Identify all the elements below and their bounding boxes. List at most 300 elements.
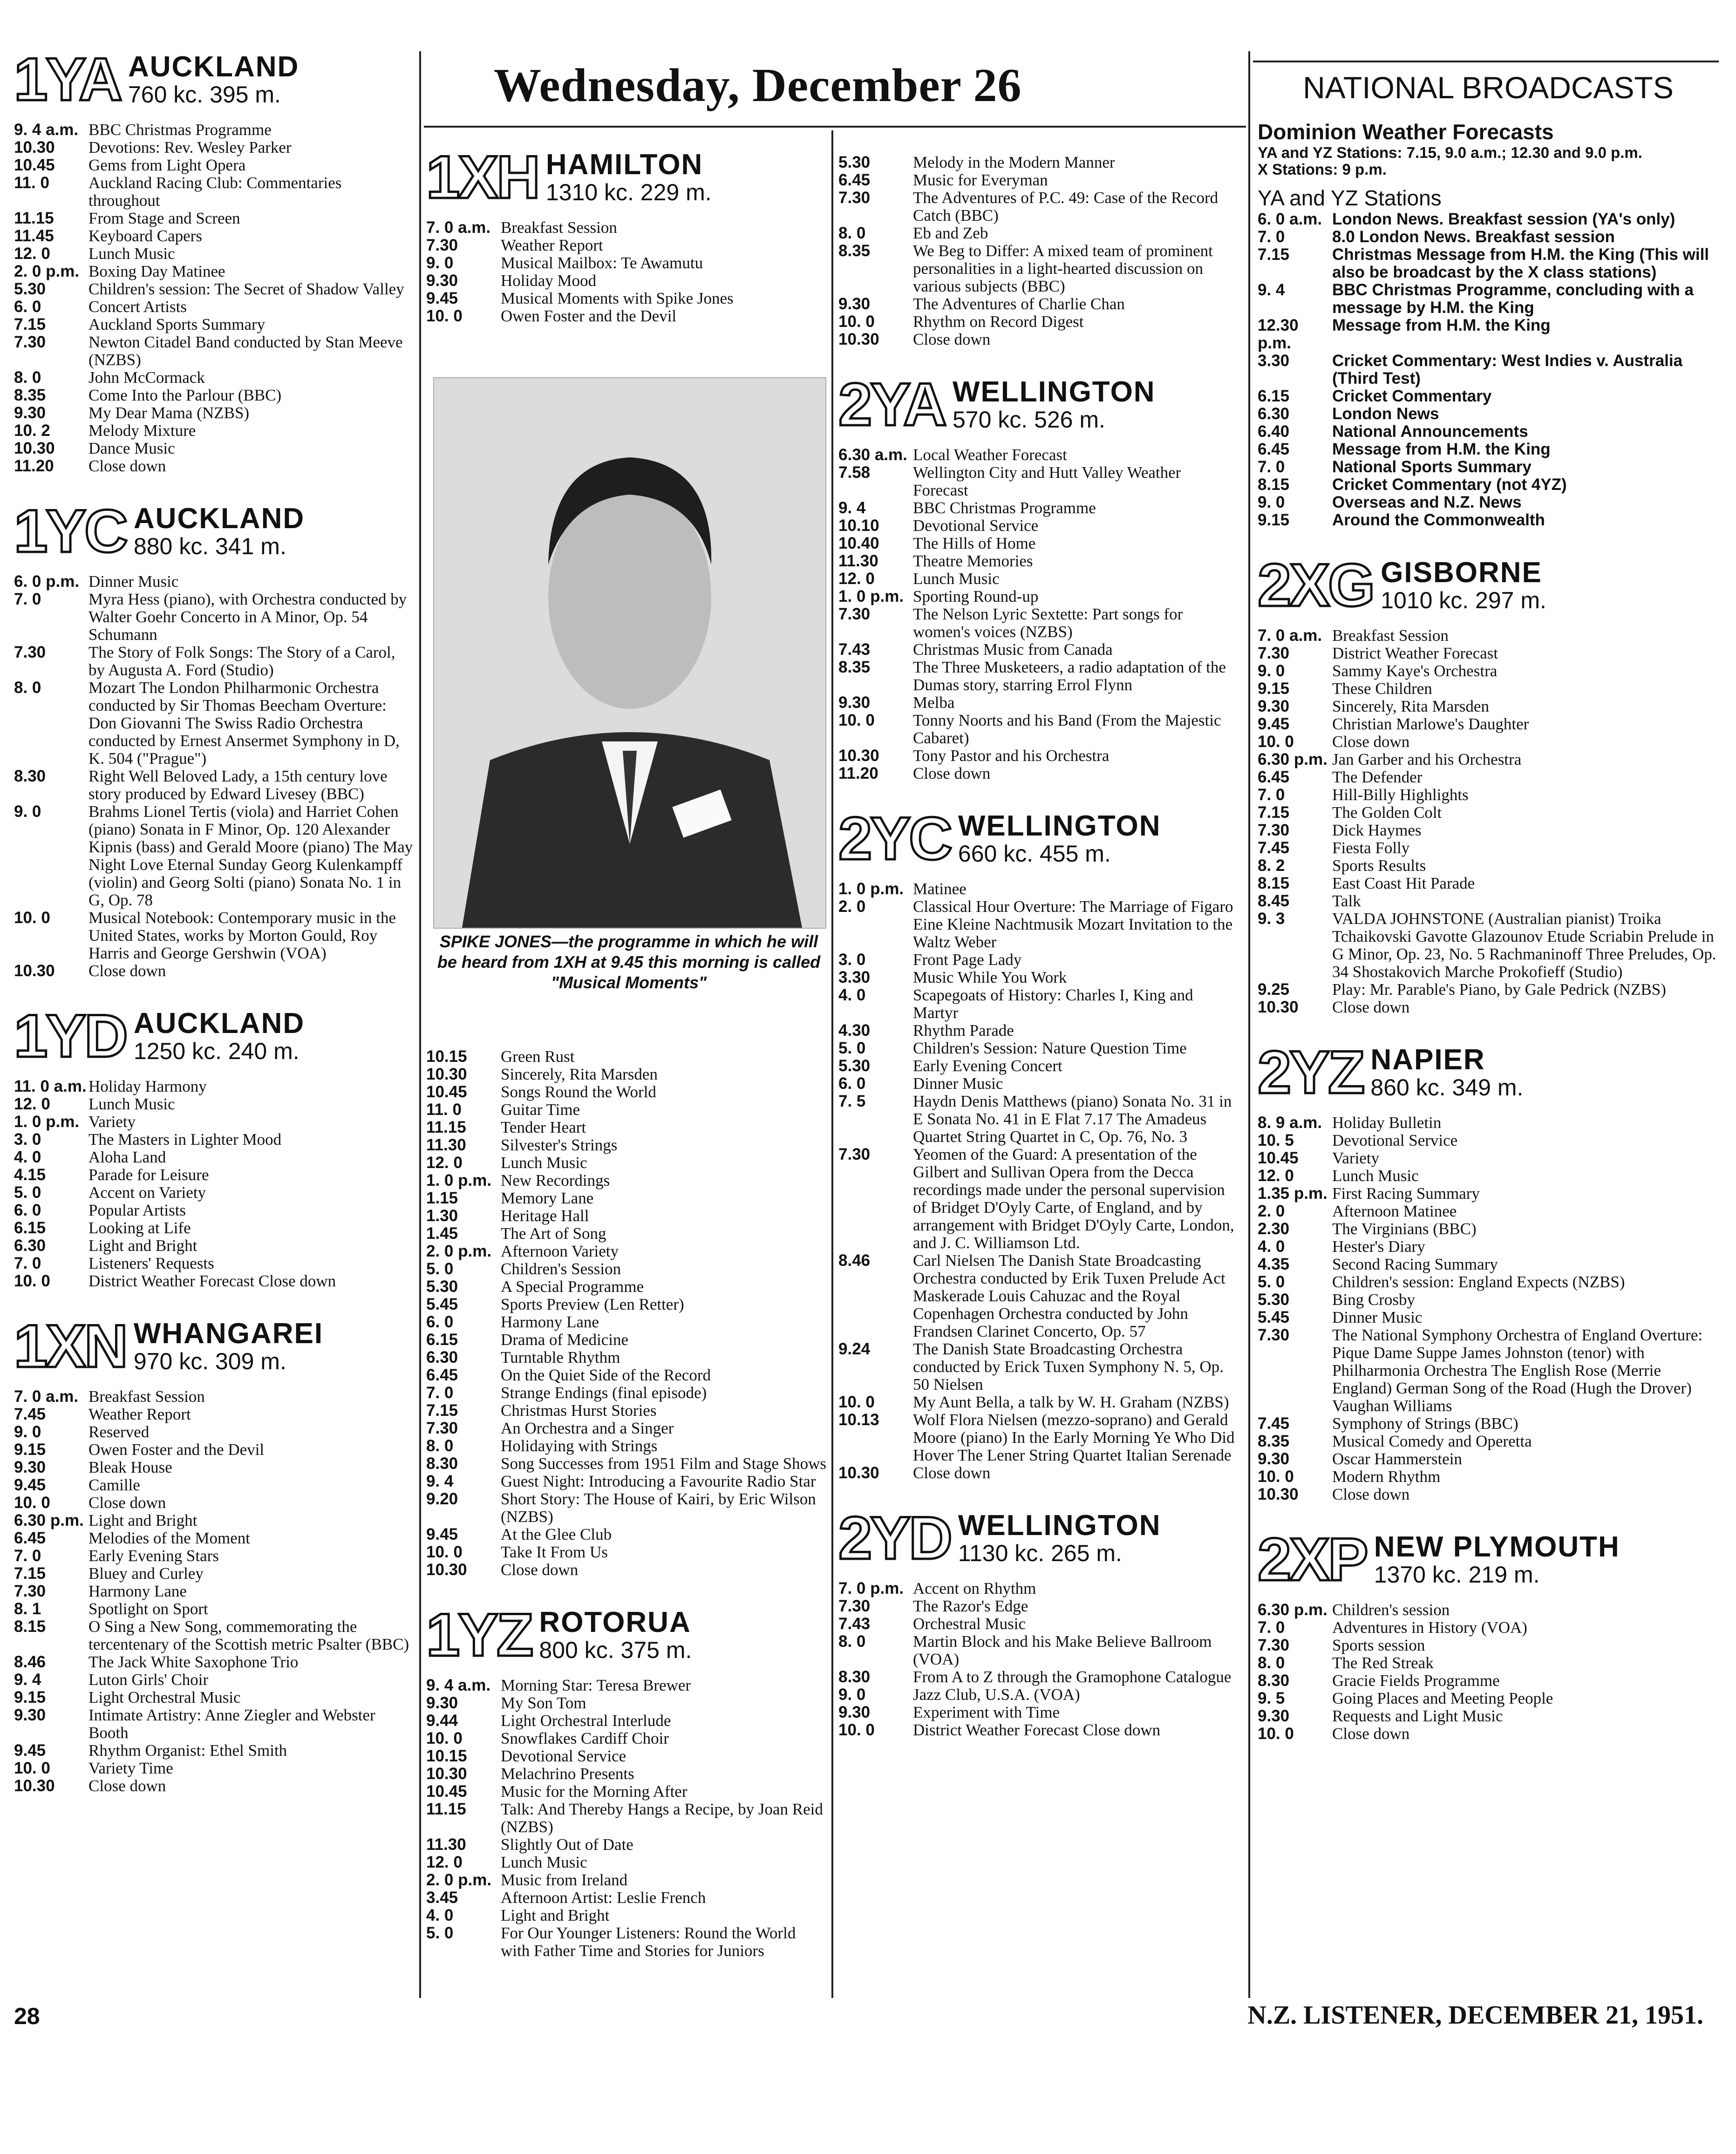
programme-row xyxy=(426,1083,827,1101)
programme-time: 6.45 xyxy=(838,171,871,189)
programme-time: 10. 2 xyxy=(14,421,50,440)
programme-time: 9.15 xyxy=(1258,511,1290,529)
programme-row xyxy=(14,1148,415,1166)
programme-row xyxy=(14,404,415,422)
spike-jones-photo xyxy=(433,377,826,929)
programme-time: 10. 0 xyxy=(838,711,875,729)
programme-row xyxy=(426,307,827,325)
programme-title: Weather Report xyxy=(501,236,603,254)
programme-title: The Jack White Saxophone Trio xyxy=(89,1653,299,1671)
programme-row xyxy=(1258,211,1719,228)
programme-row xyxy=(838,1075,1239,1093)
programme-title: Sports Preview (Len Retter) xyxy=(501,1295,684,1313)
programme-time: 11.20 xyxy=(838,764,878,782)
programme-time: 6.15 xyxy=(426,1331,458,1349)
programme-time: 9.30 xyxy=(14,1706,46,1724)
station-frequency: 970 kc. 309 m. xyxy=(133,1348,286,1374)
programme-title: Classical Hour Overture: The Marriage of Figaro Eine Kleine Nachtmusik Mozart Invitation to the Waltz Weber xyxy=(913,897,1233,951)
programme-time: 9.30 xyxy=(1258,1450,1290,1468)
programme-row xyxy=(14,227,415,245)
programme-row xyxy=(14,245,415,263)
national-broadcasts-title: NATIONAL BROADCASTS xyxy=(1303,70,1674,105)
programme-title: For Our Younger Listeners: Round the World with Father Time and Stories for Juniors xyxy=(501,1924,796,1960)
programme-title: The Defender xyxy=(1332,768,1423,786)
programme-title: Hester's Diary xyxy=(1332,1237,1425,1256)
programme-row xyxy=(838,1057,1239,1075)
portrait-illustration xyxy=(434,378,825,928)
programme-row xyxy=(1258,662,1719,680)
programme-title: Eb and Zeb xyxy=(913,224,988,242)
programme-row xyxy=(426,1854,827,1871)
programme-time: 7. 0 a.m. xyxy=(426,218,491,237)
programme-title: Cricket Commentary xyxy=(1332,387,1492,405)
programme-row xyxy=(426,1836,827,1854)
station-logo: 1XN xyxy=(14,1312,126,1380)
programme-title: Oscar Hammerstein xyxy=(1332,1450,1462,1468)
station-frequency: 760 kc. 395 m. xyxy=(128,82,281,108)
programme-title: Tender Heart xyxy=(501,1118,586,1136)
programme-title: Close down xyxy=(1332,1725,1410,1743)
station-city: WELLINGTON xyxy=(958,810,1161,842)
programme-time: 8.30 xyxy=(1258,1672,1290,1690)
schedule-1xn xyxy=(14,1388,415,1795)
programme-row xyxy=(838,1093,1239,1146)
programme-title: Slightly Out of Date xyxy=(501,1835,633,1854)
programme-title: Musical Comedy and Operetta xyxy=(1332,1432,1532,1450)
programme-time: 10.15 xyxy=(426,1747,467,1765)
programme-row xyxy=(838,1146,1239,1252)
programme-time: 11. 0 xyxy=(14,174,49,192)
programme-title: Strange Endings (final episode) xyxy=(501,1384,707,1402)
programme-row xyxy=(14,210,415,227)
programme-title: Front Page Lady xyxy=(913,951,1022,969)
programme-time: 12. 0 xyxy=(1258,1167,1294,1185)
programme-title: The Razor's Edge xyxy=(913,1597,1028,1615)
programme-row xyxy=(14,909,415,962)
programme-time: 2. 0 p.m. xyxy=(426,1242,492,1260)
programme-row xyxy=(426,1189,827,1207)
programme-time: 6.30 p.m. xyxy=(14,1511,84,1529)
programme-title: From Stage and Screen xyxy=(89,209,240,227)
programme-time: 9. 0 xyxy=(14,802,41,821)
programme-title: London News. Breakfast session (YA's only) xyxy=(1332,210,1675,228)
programme-time: 12. 0 xyxy=(838,570,875,588)
programme-title: Owen Foster and the Devil xyxy=(89,1441,265,1459)
programme-title: Christmas Hurst Stories xyxy=(501,1401,657,1420)
programme-time: 9.30 xyxy=(426,1694,458,1712)
programme-row xyxy=(1258,458,1719,476)
programme-time: 10.30 xyxy=(426,1561,467,1579)
programme-time: 10. 0 xyxy=(1258,1725,1294,1743)
programme-title: Children's session: The Secret of Shadow Valley xyxy=(89,280,404,298)
programme-row xyxy=(1258,1326,1719,1415)
schedule-2xp xyxy=(1258,1601,1719,1743)
programme-row xyxy=(426,219,827,237)
programme-row xyxy=(426,1871,827,1889)
programme-title: Owen Foster and the Devil xyxy=(501,307,677,325)
column-4 xyxy=(1258,61,1719,1743)
programme-title: My Son Tom xyxy=(501,1694,586,1712)
programme-time: 9.30 xyxy=(838,295,871,313)
programme-time: 11.15 xyxy=(426,1118,466,1136)
programme-time: 7. 0 xyxy=(1258,786,1285,804)
programme-row xyxy=(1258,246,1719,281)
programme-row xyxy=(14,1459,415,1476)
programme-title: Come Into the Parlour (BBC) xyxy=(89,386,282,404)
programme-title: The Story of Folk Songs: The Story of a Carol, by Augusta A. Ford (Studio) xyxy=(89,643,395,679)
programme-title: Breakfast Session xyxy=(89,1387,205,1406)
programme-title: The Hills of Home xyxy=(913,534,1036,552)
programme-row xyxy=(14,440,415,457)
programme-time: 1. 0 p.m. xyxy=(426,1171,492,1189)
programme-time: 8. 1 xyxy=(14,1600,41,1618)
programme-time: 8.15 xyxy=(1258,476,1290,494)
page-date-heading: Wednesday, December 26 xyxy=(494,59,1022,112)
programme-title: Variety xyxy=(89,1113,136,1131)
station-header-1yz xyxy=(426,1601,827,1669)
issue-footer: N.Z. LISTENER, DECEMBER 21, 1951. xyxy=(1247,2001,1703,2030)
station-header-1yd xyxy=(14,1002,415,1070)
programme-title: Scapegoats of History: Charles I, King and Martyr xyxy=(913,986,1193,1022)
programme-row xyxy=(1258,786,1719,804)
programme-title: Melody Mixture xyxy=(89,421,196,440)
programme-row xyxy=(14,1529,415,1547)
programme-time: 5.30 xyxy=(426,1277,458,1296)
programme-row xyxy=(426,1048,827,1066)
programme-row xyxy=(838,570,1239,588)
programme-row xyxy=(14,1388,415,1406)
programme-row xyxy=(426,290,827,307)
programme-row xyxy=(14,1202,415,1219)
station-logo: 2YD xyxy=(838,1504,951,1572)
programme-time: 12. 0 xyxy=(426,1154,463,1172)
programme-time: 8.35 xyxy=(1258,1432,1290,1450)
programme-time: 10. 0 xyxy=(838,313,875,331)
programme-row xyxy=(1258,441,1719,458)
programme-time: 5.45 xyxy=(426,1295,458,1313)
programme-time: 5. 0 xyxy=(426,1260,454,1278)
programme-time: 9. 0 xyxy=(14,1423,41,1441)
programme-time: 9. 3 xyxy=(1258,910,1285,928)
programme-title: Dinner Music xyxy=(913,1074,1003,1093)
programme-title: Gems from Light Opera xyxy=(89,156,246,174)
programme-title: Sporting Round-up xyxy=(913,587,1039,605)
programme-row xyxy=(1258,476,1719,494)
programme-time: 4.15 xyxy=(14,1166,46,1184)
station-city: GISBORNE xyxy=(1381,557,1542,589)
programme-row xyxy=(14,1671,415,1689)
column-2-lower xyxy=(426,1048,827,1960)
programme-time: 7.30 xyxy=(1258,1636,1290,1654)
programme-row xyxy=(838,969,1239,986)
programme-row xyxy=(14,1760,415,1777)
programme-row xyxy=(838,880,1239,898)
programme-time: 7.15 xyxy=(1258,245,1290,264)
programme-title: 8.0 London News. Breakfast session xyxy=(1332,228,1615,246)
programme-time: 9. 4 a.m. xyxy=(426,1676,491,1694)
programme-title: Theatre Memories xyxy=(913,552,1033,570)
programme-title: Spotlight on Sport xyxy=(89,1600,208,1618)
programme-title: Rhythm Organist: Ethel Smith xyxy=(89,1741,287,1760)
programme-time: 9. 0 xyxy=(1258,493,1285,511)
programme-time: 6.40 xyxy=(1258,422,1290,441)
programme-row xyxy=(14,1255,415,1272)
programme-title: Devotions: Rev. Wesley Parker xyxy=(89,138,292,156)
programme-row xyxy=(838,1633,1239,1668)
programme-title: Breakfast Session xyxy=(1332,626,1449,645)
programme-title: Close down xyxy=(89,1777,166,1795)
programme-title: Dick Haymes xyxy=(1332,821,1422,839)
programme-time: 1.45 xyxy=(426,1224,458,1243)
programme-row xyxy=(426,1349,827,1366)
programme-time: 10. 0 xyxy=(14,1759,50,1777)
programme-title: The Masters in Lighter Mood xyxy=(89,1130,282,1148)
column-rule xyxy=(1248,51,1250,1998)
programme-time: 7.15 xyxy=(426,1401,458,1420)
programme-time: 8.15 xyxy=(14,1617,46,1636)
programme-title: Modern Rhythm xyxy=(1332,1468,1441,1486)
programme-row xyxy=(14,803,415,909)
programme-row xyxy=(838,464,1239,499)
programme-time: 10.45 xyxy=(1258,1149,1299,1167)
programme-time: 9.15 xyxy=(14,1688,46,1706)
page-number: 28 xyxy=(14,2003,40,2029)
programme-row xyxy=(426,1154,827,1172)
programme-time: 2. 0 p.m. xyxy=(14,262,80,280)
programme-row xyxy=(1258,1415,1719,1433)
programme-time: 10. 5 xyxy=(1258,1131,1294,1149)
programme-row xyxy=(838,1704,1239,1721)
schedule-2yd xyxy=(838,1580,1239,1739)
programme-row xyxy=(1258,645,1719,662)
programme-row xyxy=(1258,857,1719,875)
programme-row xyxy=(14,1441,415,1459)
programme-time: 9.30 xyxy=(14,1458,46,1476)
programme-title: Intimate Artistry: Anne Ziegler and Webster Booth xyxy=(89,1706,375,1742)
programme-title: Children's Session: Nature Question Time xyxy=(913,1039,1187,1057)
station-city: AUCKLAND xyxy=(133,1007,305,1040)
programme-time: 7. 0 xyxy=(14,1254,41,1272)
programme-time: 8.35 xyxy=(838,658,871,676)
programme-time: 8.30 xyxy=(838,1668,871,1686)
programme-time: 8. 0 xyxy=(1258,1654,1285,1672)
programme-time: 7. 0 xyxy=(1258,1618,1285,1637)
programme-title: Reserved xyxy=(89,1423,150,1441)
programme-time: 7.45 xyxy=(14,1405,46,1423)
programme-title: Short Story: The House of Kairi, by Eric Wilson (NZBS) xyxy=(501,1490,816,1526)
programme-title: Talk: And Thereby Hangs a Recipe, by Joan Reid (NZBS) xyxy=(501,1800,823,1836)
programme-row xyxy=(14,139,415,156)
programme-row xyxy=(14,174,415,210)
programme-title: Carl Nielsen The Danish State Broadcasting Orchestra conducted by Erik Tuxen Prelude Act Maskerade Louis Cahuzac and the Royal Copenhagen Orchestra conducted by John Frandsen Clarinet Concerto, Op. 57 xyxy=(913,1251,1225,1340)
station-frequency: 660 kc. 455 m. xyxy=(958,841,1111,867)
programme-time: 11. 0 xyxy=(426,1101,462,1119)
programme-title: Green Rust xyxy=(501,1047,575,1066)
programme-row xyxy=(426,1490,827,1526)
programme-time: 6. 0 xyxy=(426,1313,454,1331)
programme-row xyxy=(426,1907,827,1924)
programme-time: 6.45 xyxy=(426,1366,458,1384)
programme-row xyxy=(14,1689,415,1706)
programme-row xyxy=(1258,751,1719,768)
programme-title: Holidaying with Strings xyxy=(501,1437,658,1455)
programme-time: 10.45 xyxy=(426,1782,467,1801)
programme-time: 9.15 xyxy=(1258,679,1290,698)
programme-row xyxy=(838,331,1239,348)
programme-time: 6.30 xyxy=(426,1348,458,1366)
station-city: WELLINGTON xyxy=(958,1509,1161,1542)
programme-title: Afternoon Matinee xyxy=(1332,1202,1457,1220)
programme-row xyxy=(426,1801,827,1836)
programme-title: Boxing Day Matinee xyxy=(89,262,225,280)
programme-title: VALDA JOHNSTONE (Australian pianist) Troika Tchaikovski Gavotte Glazounov Etude Scriabin Prelude in G Minor, Op. 23, No. 5 Rachmaninoff Three Preludes, Op. 34 Shostakovich Marche Prokofieff (Studio) xyxy=(1332,910,1716,981)
programme-title: Snowflakes Cardiff Choir xyxy=(501,1729,669,1747)
programme-title: Talk xyxy=(1332,892,1361,910)
station-header-2yc xyxy=(838,804,1239,872)
programme-title: My Aunt Bella, a talk by W. H. Graham (NZBS) xyxy=(913,1393,1229,1411)
programme-row xyxy=(426,1172,827,1189)
programme-time: 12. 0 xyxy=(14,245,50,263)
programme-row xyxy=(838,295,1239,313)
station-frequency: 860 kc. 349 m. xyxy=(1370,1074,1524,1101)
programme-row xyxy=(426,1747,827,1765)
programme-time: 6.30 xyxy=(1258,405,1290,423)
programme-time: 7.45 xyxy=(1258,839,1290,857)
programme-time: 9. 4 xyxy=(838,499,866,517)
programme-title: Afternoon Variety xyxy=(501,1242,619,1260)
programme-row xyxy=(1258,627,1719,645)
programme-row xyxy=(838,313,1239,331)
schedule-1yz xyxy=(426,1677,827,1960)
programme-time: 8. 9 a.m. xyxy=(1258,1114,1322,1132)
programme-row xyxy=(14,298,415,316)
programme-row xyxy=(426,1677,827,1694)
programme-time: 10. 0 xyxy=(426,307,463,325)
programme-row xyxy=(426,1473,827,1490)
programme-time: 10. 0 xyxy=(426,1543,463,1561)
programme-title: Aloha Land xyxy=(89,1148,166,1166)
station-city: WHANGAREI xyxy=(133,1318,324,1350)
programme-title: Close down xyxy=(1332,998,1410,1016)
programme-row xyxy=(1258,1203,1719,1220)
programme-row xyxy=(838,154,1239,171)
programme-title: The Three Musketeers, a radio adaptation of the Dumas story, starring Errol Flynn xyxy=(913,658,1226,694)
programme-time: 5. 0 xyxy=(838,1039,866,1057)
programme-title: Cricket Commentary (not 4YZ) xyxy=(1332,476,1567,494)
programme-row xyxy=(14,1618,415,1653)
programme-title: Weather Report xyxy=(89,1405,191,1423)
programme-row xyxy=(1258,1672,1719,1690)
programme-title: Auckland Racing Club: Commentaries throughout xyxy=(89,174,342,210)
programme-title: Jazz Club, U.S.A. (VOA) xyxy=(913,1685,1080,1704)
programme-row xyxy=(1258,999,1719,1016)
programme-title: Morning Star: Teresa Brewer xyxy=(501,1676,691,1694)
programme-row xyxy=(426,1066,827,1083)
programme-time: 9.30 xyxy=(838,693,871,712)
programme-title: Holiday Bulletin xyxy=(1332,1114,1442,1132)
programme-row xyxy=(1258,1114,1719,1132)
programme-title: Close down xyxy=(1332,733,1410,751)
programme-row xyxy=(838,1597,1239,1615)
programme-title: Tony Pastor and his Orchestra xyxy=(913,747,1110,765)
programme-row xyxy=(426,1783,827,1801)
programme-row xyxy=(426,272,827,290)
programme-time: 11.20 xyxy=(14,457,54,475)
programme-row xyxy=(1258,1486,1719,1503)
programme-row xyxy=(426,1924,827,1960)
programme-time: 9.25 xyxy=(1258,980,1290,999)
programme-time: 10.30 xyxy=(838,330,879,348)
programme-title: Concert Artists xyxy=(89,298,187,316)
programme-title: Light and Bright xyxy=(501,1906,610,1924)
programme-time: 5. 0 xyxy=(14,1183,41,1202)
programme-title: Sincerely, Rita Marsden xyxy=(501,1065,658,1083)
programme-title: Requests and Light Music xyxy=(1332,1707,1503,1725)
programme-row xyxy=(1258,494,1719,511)
programme-title: Melachrino Presents xyxy=(501,1765,634,1783)
programme-row xyxy=(14,1476,415,1494)
programme-time: 9.30 xyxy=(1258,1707,1290,1725)
programme-time: 8.15 xyxy=(1258,874,1290,892)
programme-title: New Recordings xyxy=(501,1171,610,1189)
programme-title: Jan Garber and his Orchestra xyxy=(1332,750,1522,768)
programme-title: Sports session xyxy=(1332,1636,1425,1654)
programme-time: 9.45 xyxy=(14,1741,46,1760)
programme-title: BBC Christmas Programme, concluding with a message by H.M. the King xyxy=(1332,281,1694,317)
programme-time: 7.15 xyxy=(1258,803,1290,822)
programme-title: Sammy Kaye's Orchestra xyxy=(1332,662,1498,680)
programme-time: 7. 0 a.m. xyxy=(14,1387,79,1406)
programme-title: Heritage Hall xyxy=(501,1207,589,1225)
station-logo: 2XG xyxy=(1258,551,1374,619)
programme-time: 9. 0 xyxy=(838,1685,866,1704)
column-3 xyxy=(838,154,1239,1739)
programme-time: 12.30 p.m. xyxy=(1258,316,1299,352)
programme-title: Devotional Service xyxy=(913,516,1039,535)
programme-title: Lunch Music xyxy=(1332,1167,1419,1185)
programme-row xyxy=(1258,1220,1719,1238)
programme-row xyxy=(838,1340,1239,1393)
schedule-1xh-continued xyxy=(426,1048,827,1579)
programme-title: Christmas Music from Canada xyxy=(913,640,1113,659)
programme-time: 8. 0 xyxy=(426,1437,454,1455)
programme-row xyxy=(426,1331,827,1349)
programme-title: Keyboard Capers xyxy=(89,227,202,245)
station-logo: 1YC xyxy=(14,497,126,565)
programme-title: The Nelson Lyric Sextette: Part songs for women's voices (NZBS) xyxy=(913,605,1183,641)
programme-title: These Children xyxy=(1332,679,1432,698)
programme-title: Devotional Service xyxy=(1332,1131,1458,1149)
programme-time: 10. 0 xyxy=(14,1494,50,1512)
programme-title: Around the Commonwealth xyxy=(1332,511,1545,529)
national-schedule xyxy=(1258,211,1719,529)
programme-time: 7.30 xyxy=(14,1582,46,1600)
programme-time: 7.30 xyxy=(14,643,46,661)
programme-row xyxy=(838,605,1239,641)
programme-time: 10.30 xyxy=(14,138,55,156)
programme-time: 7. 0 xyxy=(1258,458,1285,476)
programme-title: The Adventures of Charlie Chan xyxy=(913,295,1125,313)
programme-time: 8. 0 xyxy=(838,224,866,242)
programme-time: 7. 5 xyxy=(838,1092,866,1110)
programme-row xyxy=(838,1411,1239,1464)
programme-title: Message from H.M. the King xyxy=(1332,316,1551,334)
programme-row xyxy=(838,1668,1239,1686)
programme-row xyxy=(426,1207,827,1225)
programme-time: 5.30 xyxy=(14,280,46,298)
programme-time: 2. 0 xyxy=(1258,1202,1285,1220)
programme-title: Dinner Music xyxy=(89,572,179,591)
